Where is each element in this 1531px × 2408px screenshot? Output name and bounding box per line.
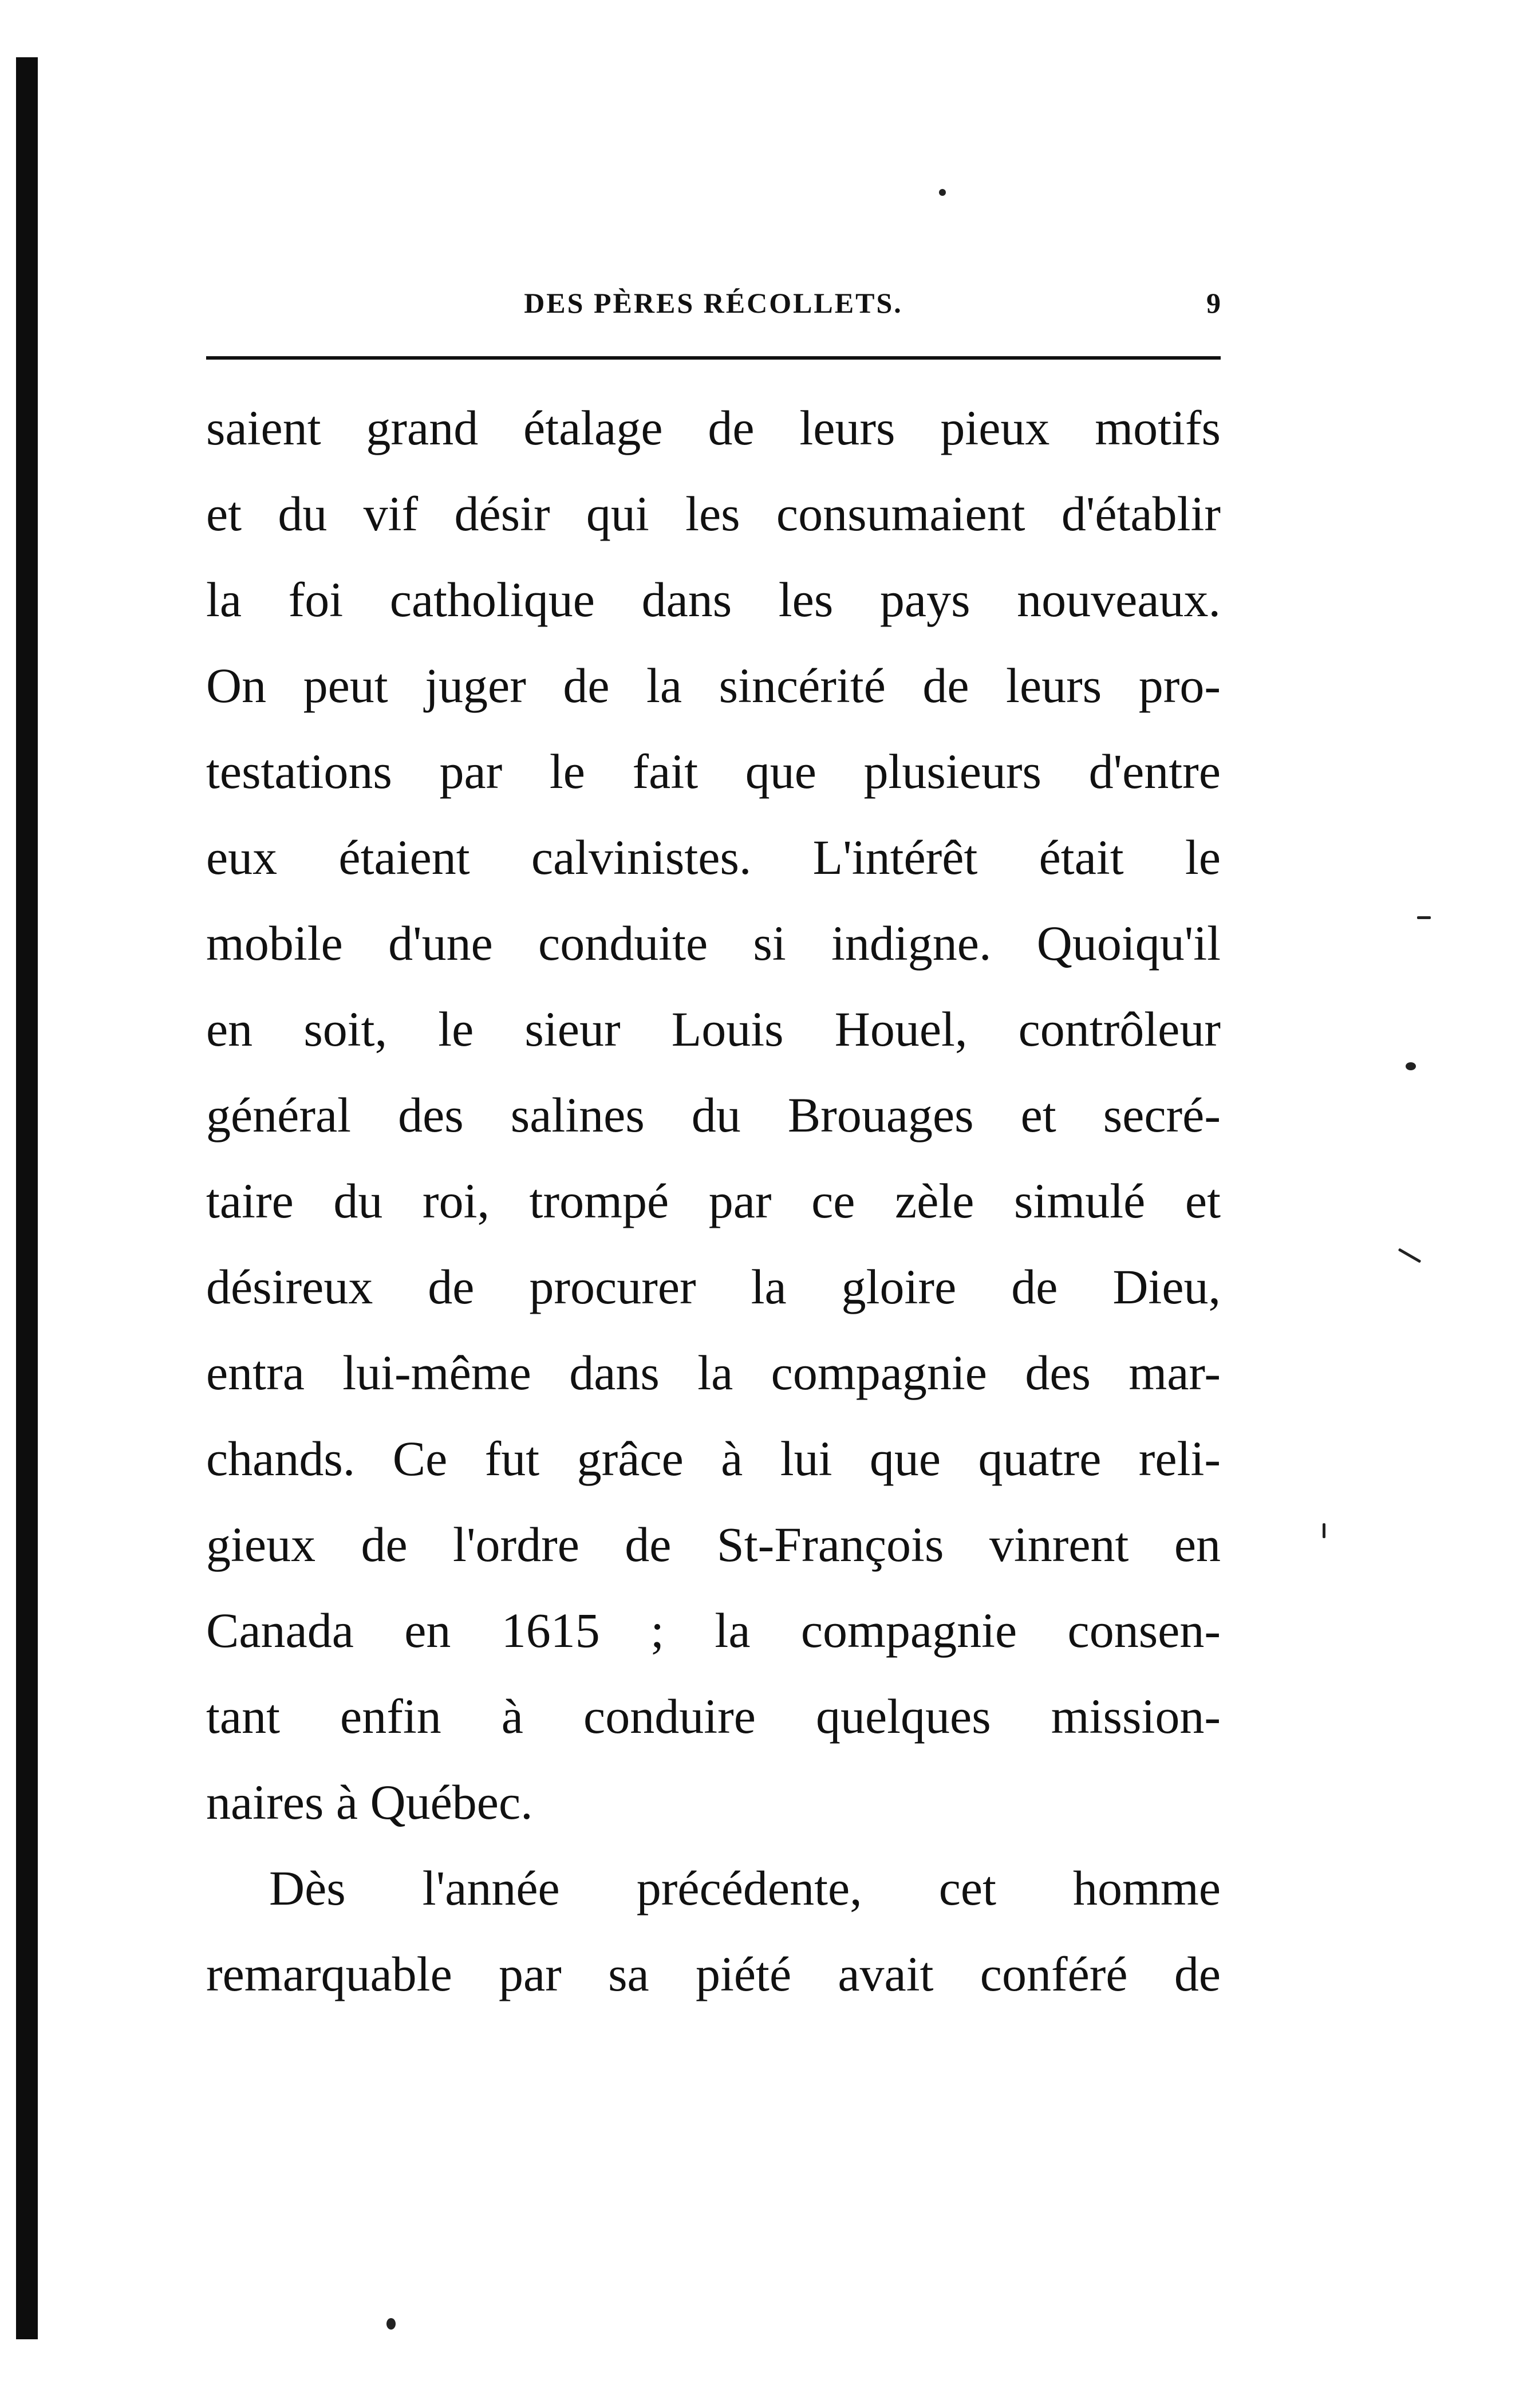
text-line: entra lui-même dans la compagnie des mar- xyxy=(206,1345,1221,1400)
book-page xyxy=(206,275,1221,2017)
header-rule xyxy=(206,356,1221,360)
body-text xyxy=(206,385,1221,2017)
binding-edge xyxy=(16,57,38,2339)
text-line: chands. Ce fut grâce à lui que quatre reli- xyxy=(206,1431,1221,1486)
text-line: la foi catholique dans les pays nouveaux. xyxy=(206,572,1221,627)
text-line: naires à Québec. xyxy=(206,1775,533,1830)
text-line: gieux de l'ordre de St-François vinrent en xyxy=(206,1517,1221,1572)
scan-speck xyxy=(1417,916,1431,919)
running-title: DES PÈRES RÉCOLLETS. xyxy=(524,287,903,319)
scan-speck xyxy=(1323,1523,1325,1538)
text-line: et du vif désir qui les consumaient d'établir xyxy=(206,486,1221,541)
text-line: On peut juger de la sincérité de leurs pro- xyxy=(206,658,1221,713)
text-line: eux étaient calvinistes. L'intérêt était le xyxy=(206,830,1221,885)
running-head xyxy=(206,275,1221,326)
text-line: remarquable par sa piété avait conféré de xyxy=(206,1946,1221,2001)
scan-speck xyxy=(1398,1248,1422,1263)
text-line: saient grand étalage de leurs pieux motifs xyxy=(206,400,1221,455)
page-number: 9 xyxy=(1206,287,1221,319)
text-line: désireux de procurer la gloire de Dieu, xyxy=(206,1259,1221,1314)
text-line: général des salines du Brouages et secré- xyxy=(206,1087,1221,1142)
text-line: en soit, le sieur Louis Houel, contrôleur xyxy=(206,1002,1221,1057)
text-line: taire du roi, trompé par ce zèle simulé et xyxy=(206,1173,1221,1228)
paragraph-first-line: Dès l'année précédente, cet homme xyxy=(269,1861,1221,1916)
scan-speck xyxy=(1406,1062,1416,1070)
scan-speck xyxy=(939,189,946,196)
scan-speck xyxy=(386,2318,396,2330)
text-line: Canada en 1615 ; la compagnie consen- xyxy=(206,1603,1221,1658)
text-line: testations par le fait que plusieurs d'entre xyxy=(206,744,1221,799)
text-line: tant enfin à conduire quelques mission- xyxy=(206,1689,1221,1744)
text-line: mobile d'une conduite si indigne. Quoiqu'il xyxy=(206,916,1221,971)
